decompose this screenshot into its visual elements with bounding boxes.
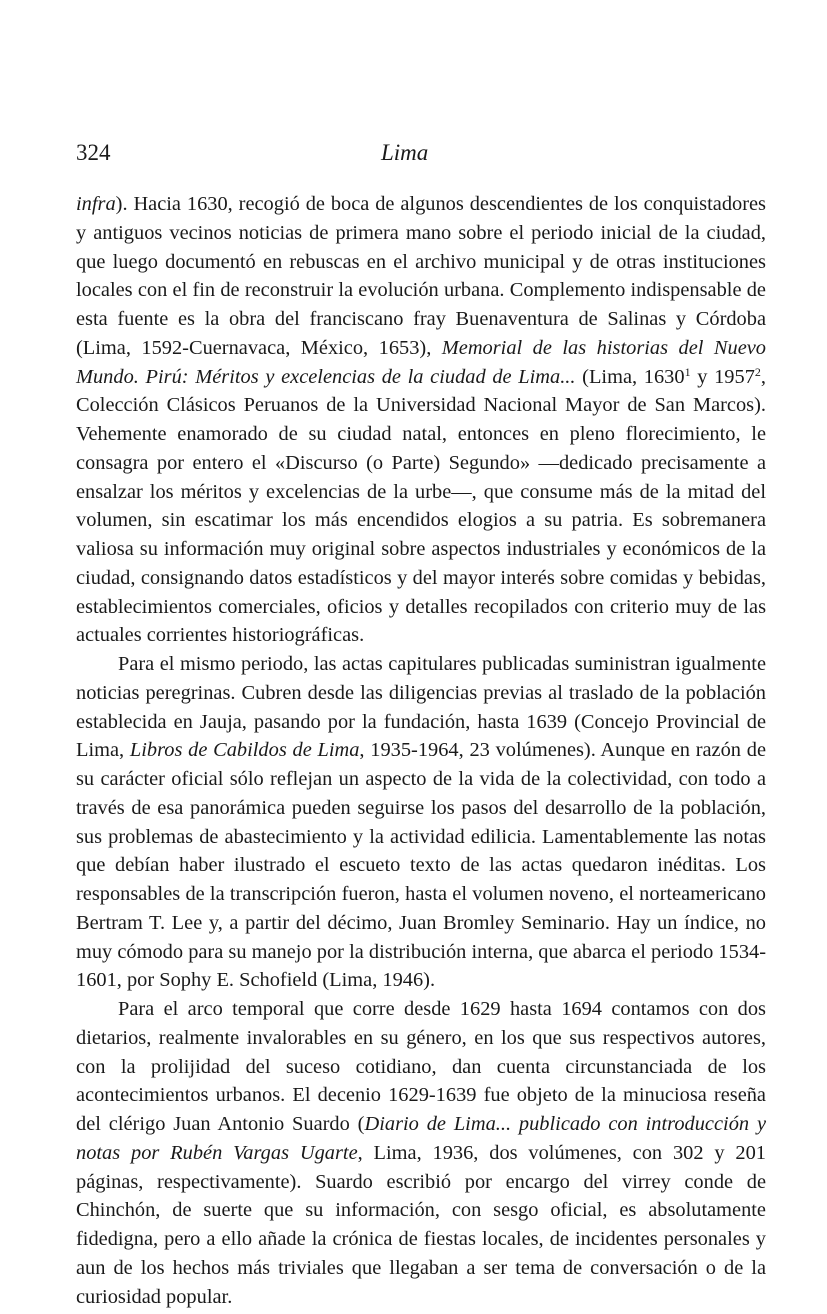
page-number: 324 bbox=[76, 140, 111, 165]
text-segment: (Lima, 1630 bbox=[575, 365, 685, 388]
running-title: Lima bbox=[381, 140, 429, 165]
text-segment: , 1935-1964, 23 volúmenes). Aunque en razón de su carácter oficial sólo reflejan un aspecto de la vida de la colectividad, con todo a través de esa panorámica pueden seguirse los pasos del desarrollo de la población, sus problemas de abastecimiento y la actividad edilicia. Lamentablemente las notas que debían haber ilustrado el escueto texto de las actas quedaron inéditas. Los responsables de la transcripción fueron, hasta el volumen noveno, el norteamericano Bertram T. Lee y, a partir del décimo, Juan Bromley Seminario. Hay un índice, no muy cómodo para su manejo por la distribución interna, que abarca el periodo 1534-1601, por Sophy E. Schofield (Lima, 1946). bbox=[76, 739, 766, 992]
text-segment: Para el arco temporal que corre desde 1629 hasta 1694 contamos con dos dietarios, realmente invalorables en su género, en los que sus respectivos autores, con la prolijidad del suceso cotidiano, dan cuenta circunstanciada de los acontecimientos urbanos. El decenio 1629-1639 fue objeto de la minuciosa reseña del clérigo Juan Antonio Suardo ( bbox=[76, 998, 766, 1135]
paragraph bbox=[76, 650, 766, 995]
text-segment: , Lima, 1936, dos volúmenes, con 302 y 201 páginas, respectivamente). Suardo escribió por encargo del virrey conde de Chinchón, de suerte que su información, con sesgo oficial, es absolutamente fidedigna, pero a ello añade la crónica de fiestas locales, de incidentes personales y aun de los hechos más triviales que llegaban a ser tema de conversación o de la curiosidad popular. bbox=[76, 1141, 767, 1308]
running-head bbox=[76, 140, 766, 172]
text-segment: y 1957 bbox=[690, 365, 755, 388]
text-segment: Diario de Lima... publicado con introducción y notas por Rubén Vargas Ugarte bbox=[76, 1113, 766, 1164]
footnote-marker: 2 bbox=[754, 364, 761, 379]
text-segment: infra bbox=[76, 193, 116, 215]
footnote-marker: 1 bbox=[684, 364, 691, 379]
paragraph bbox=[76, 995, 766, 1311]
text-segment: Para el mismo periodo, las actas capitulares publicadas suministran igualmente noticias peregrinas. Cubren desde las diligencias previas al traslado de la población establecida en Jauja, pasando por la fundación, hasta 1639 (Concejo Provincial de Lima, bbox=[76, 653, 766, 762]
text-segment: ). Hacia 1630, recogió de boca de algunos descendientes de los conquistadores y antiguos vecinos noticias de primera mano sobre el periodo inicial de la ciudad, que luego documentó en rebuscas en el archivo municipal y de otras instituciones locales con el fin de reconstruir la evolución urbana. Complemento indispensable de esta fuente es la obra del franciscano fray Buenaventura de Salinas y Córdoba (Lima, 1592-Cuernavaca, México, 1653), bbox=[76, 193, 766, 359]
body-text bbox=[76, 190, 766, 1311]
text-segment: , Colección Clásicos Peruanos de la Universidad Nacional Mayor de San Marcos). Vehemente enamorado de su ciudad natal, entonces en pleno florecimiento, le consagra por entero el «Discurso (o Parte) Segundo» —dedicado precisamente a ensalzar los méritos y excelencias de la urbe—, que consume más de la mitad del volumen, sin escatimar los más encendidos elogios a su patria. Es sobremanera valiosa su información muy original sobre aspectos industriales y económicos de la ciudad, consignando datos estadísticos y del mayor interés sobre comidas y bebidas, establecimientos comerciales, oficios y detalles recopilados con criterio muy de las actuales corrientes historiográficas. bbox=[76, 365, 766, 647]
text-segment: Memorial de las historias del Nuevo Mundo. Pirú: Méritos y excelencias de la ciudad de Lima... bbox=[76, 336, 767, 388]
text-segment: Libros de Cabildos de Lima bbox=[129, 739, 360, 762]
paragraph bbox=[76, 190, 766, 650]
